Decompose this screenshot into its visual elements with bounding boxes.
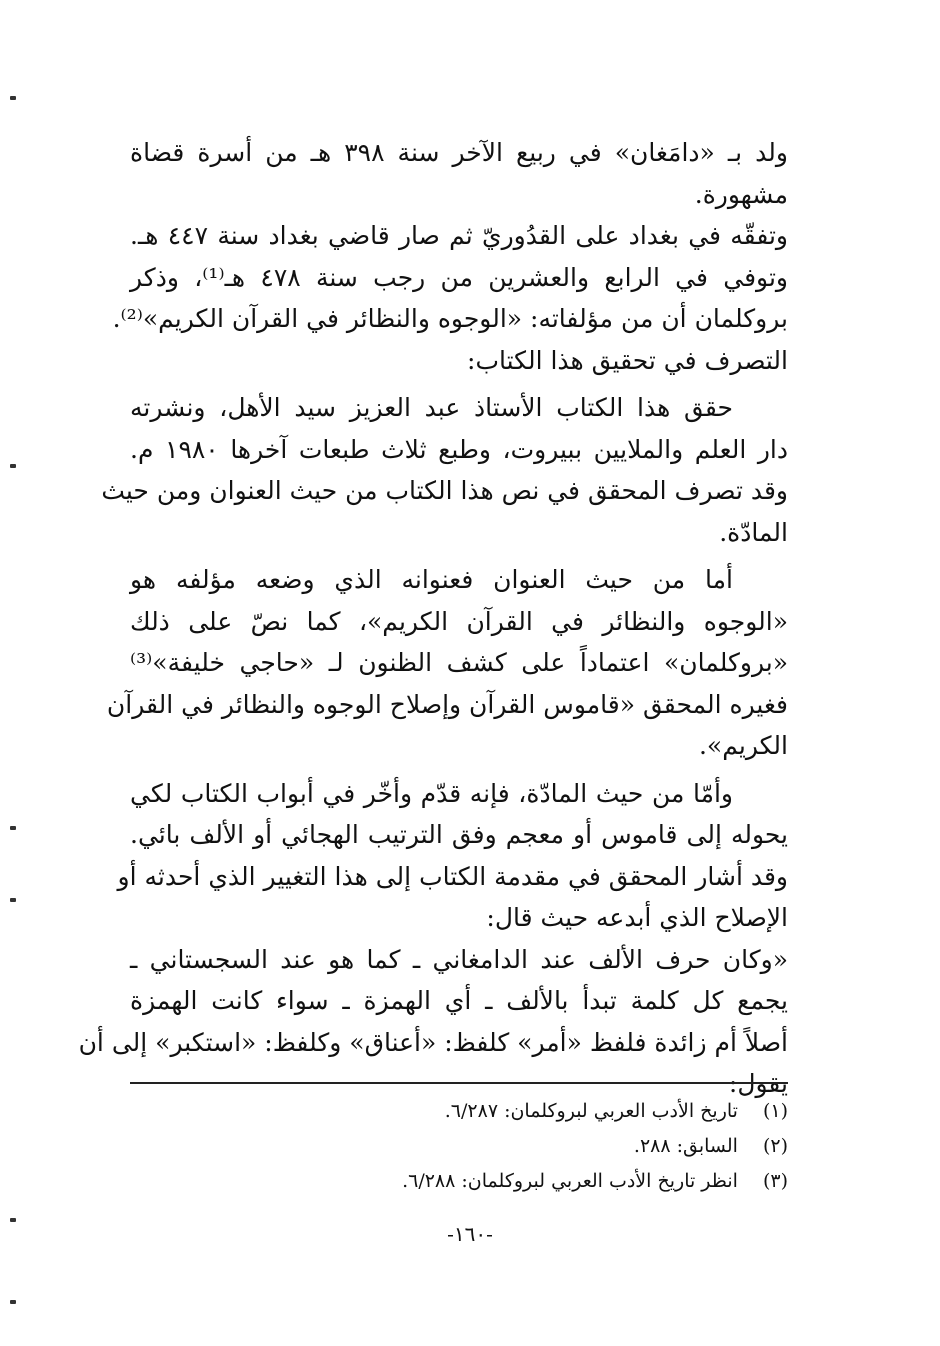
text-line: وأمّا من حيث المادّة، فإنه قدّم وأخّر في أبواب الكتاب لكي — [130, 778, 733, 808]
scan-mark — [10, 1300, 16, 1304]
footnotes — [130, 1094, 788, 1199]
body-text — [78, 132, 789, 1105]
text-line: الكريم». — [698, 731, 788, 760]
text-line: بروكلمان أن من مؤلفاته: «الوجوه والنظائر في القرآن الكريم»⁽²⁾. — [112, 304, 788, 333]
text-line: يحوله إلى قاموس أو معجم وفق الترتيب الهجائي أو الألف بائي. — [130, 820, 788, 849]
scan-mark — [10, 898, 16, 902]
footnote-text: السابق: ٢٨٨. — [633, 1135, 738, 1157]
footnote — [130, 1164, 788, 1199]
footnote — [130, 1129, 788, 1164]
text-line: «بروكلمان» اعتماداً على كشف الظنون لـ «حاجي خليفة»⁽³⁾ — [130, 648, 788, 677]
text-line: وقد أشار المحقق في مقدمة الكتاب إلى هذا التغيير الذي أحدثه أو — [117, 861, 788, 891]
text-line: ولد بـ «دامَغان» في ربيع الآخر سنة ٣٩٨ هـ من أسرة قضاة — [130, 138, 788, 167]
text-line: دار العلم والملايين ببيروت، وطبع ثلاث طبعات آخرها ١٩٨٠ م. — [130, 434, 789, 464]
text-line: الإصلاح الذي أبدعه حيث قال: — [486, 903, 788, 932]
footnote-divider — [130, 1082, 788, 1084]
quote-line: يقول: — [728, 1069, 788, 1098]
text-line: المادّة. — [719, 517, 788, 547]
text-line: وقد تصرف المحقق في نص هذا الكتاب من حيث العنوان ومن حيث — [101, 476, 788, 505]
footnote-text: انظر تاريخ الأدب العربي لبروكلمان: ٦/٢٨٨. — [402, 1170, 738, 1192]
quote-line: «وكان حرف الألف عند الدامغاني ـ كما هو عند السجستاني ـ — [130, 944, 788, 974]
scan-mark — [10, 826, 16, 830]
scan-mark — [10, 96, 16, 100]
text-line: فغيره المحقق «قاموس القرآن وإصلاح الوجوه والنظائر في القرآن — [106, 689, 788, 719]
footnote-number: (٣) — [762, 1170, 788, 1192]
quote-line: أصلاً أم زائدة فلفظ «أمر» كلفظ: «أعناق» وكلفظ: «استكبر» إلى أن — [78, 1027, 788, 1057]
scan-mark — [10, 464, 16, 468]
text-line: وتفقّه في بغداد على القدُوريّ ثم صار قاضي بغداد سنة ٤٤٧ هـ. — [130, 221, 788, 250]
footnote — [130, 1094, 788, 1129]
text-line: وتوفي في الرابع والعشرين من رجب سنة ٤٧٨ هـ⁽¹⁾، وذكر — [130, 262, 788, 292]
text-line: حقق هذا الكتاب الأستاذ عبد العزيز سيد الأهل، ونشرته — [130, 393, 733, 422]
footnote-number: (٢) — [762, 1135, 788, 1157]
quote-line: يجمع كل كلمة تبدأ بالألف ـ أي الهمزة ـ سواء كانت الهمزة — [130, 986, 788, 1015]
footnote-number: (١) — [762, 1100, 788, 1122]
footnote-text: تاريخ الأدب العربي لبروكلمان: ٦/٢٨٧. — [444, 1100, 738, 1122]
text-line: مشهورة. — [694, 179, 788, 209]
text-line: «الوجوه والنظائر في القرآن الكريم»، كما نصّ على ذلك — [130, 606, 788, 636]
text-line: أما من حيث العنوان فعنوانه الذي وضعه مؤلفه هو — [130, 565, 733, 594]
page-number: -١٦٠- — [447, 1222, 493, 1246]
section-heading: التصرف في تحقيق هذا الكتاب: — [467, 345, 788, 375]
